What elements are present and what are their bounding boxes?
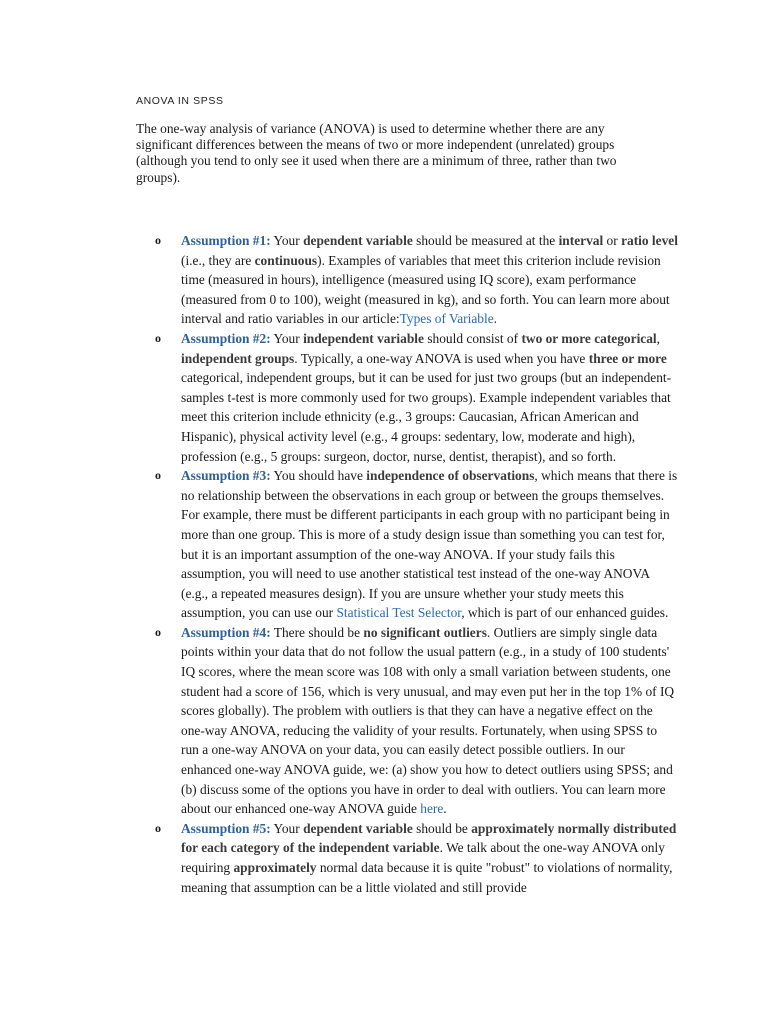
assumption-text: (i.e., they are [181, 252, 255, 268]
assumption-text: There should be [270, 624, 364, 640]
assumption-text: or [603, 233, 622, 248]
assumption-text: categorical, independent groups, but it can be used for just two groups (but an independent-samples t-test is more commonly used for two groups). Example independent variables that meet this criterion include ethnicity (e.g., 3 groups: Caucasian, African American and Hispanic), physical activity level (e.g., 4 groups: sedentary, low, moderate and high), profession (e.g., 5 groups: surgeon, doctor, nurse, dentist, therapist), and so forth. [181, 370, 672, 464]
assumption-bold-term: interval [558, 233, 604, 248]
assumption-bold-term: independence of observations [366, 468, 535, 484]
assumption-text: should consist of [423, 330, 522, 346]
assumption-item-3 [0, 466, 678, 623]
assumption-label: Assumption #4: [181, 624, 271, 640]
assumption-text: . [493, 311, 497, 327]
assumption-text: should be [412, 820, 472, 836]
assumption-text: Your [270, 330, 304, 346]
assumption-label: Assumption #1: [181, 233, 271, 248]
assumption-text: Your [270, 820, 304, 836]
bullet-icon: o [155, 624, 161, 639]
assumption-bold-term: three or more [588, 350, 667, 366]
intro-paragraph: The one-way analysis of variance (ANOVA) is used to determine whether there are any significant differences between the means of two or more independent (unrelated) groups (although you tend to only see it used when there are a minimum of three, rather than two groups). [136, 121, 617, 185]
assumption-label: Assumption #5: [181, 820, 271, 836]
document-heading: ANOVA IN SPSS [136, 95, 224, 107]
assumption-text: ). Examples of variables that meet this criterion include revision time (measured in hours), intelligence (measured using IQ score), exam performance (measured from 0 to 100), weight (measured in kg), and so forth. You can learn more about interval and ratio variables in our article: [181, 252, 670, 327]
assumption-item-1 [0, 231, 678, 329]
assumption-bold-term: approximately [233, 860, 317, 875]
statistical-test-selector-link[interactable]: Statistical Test Selector [336, 605, 462, 621]
bullet-icon: o [155, 820, 161, 835]
assumption-text: , which means that there is no relationship between the observations in each group or between the groups themselves. For example, there must be different participants in each group with no participant being in more than one group. This is more of a study design issue than something you can test for, but it is an important assumption of the one-way ANOVA. If your study fails this assumption, you will need to use another statistical test instead of the one-way ANOVA (e.g., a repeated measures design). If you are unsure whether your study meets this assumption, you can use our [181, 468, 678, 621]
assumption-text: normal data because it is quite "robust" to violations of normality, meaning that assumption can be a little violated and still provide [181, 860, 673, 895]
assumption-text: . [443, 801, 447, 817]
assumption-bold-term: dependent variable [303, 233, 413, 248]
assumption-bold-term: continuous [254, 252, 318, 268]
assumption-label: Assumption #3: [181, 468, 271, 484]
assumption-label: Assumption #2: [181, 330, 271, 346]
assumption-text: . We talk about the one-way ANOVA only requiring [181, 840, 665, 875]
assumption-text: Your [270, 233, 304, 248]
bullet-icon: o [155, 468, 161, 483]
assumption-text: . Typically, a one-way ANOVA is used when you have [294, 350, 589, 366]
assumption-item-5 [0, 819, 678, 897]
assumption-bold-term: dependent variable [303, 820, 413, 836]
enhanced-guide-here-link[interactable]: here [420, 801, 444, 817]
assumption-text: should be measured at the [412, 233, 559, 248]
assumption-text: . Outliers are simply single data points within your data that do not follow the usual pattern (e.g., in a study of 100 students' IQ scores, where the mean score was 108 with only a small variation between students, one student had a score of 156, which is very unusual, and may even put her in the top 1% of IQ scores globally). The problem with outliers is that they can have a negative effect on the one-way ANOVA, reducing the validity of your results. Fortunately, when using SPSS to run a one-way ANOVA on your data, you can easily detect possible outliers. In our enhanced one-way ANOVA guide, we: (a) show you how to detect outliers using SPSS; and (b) discuss some of the options you have in order to deal with outliers. You can learn more about our enhanced one-way ANOVA guide [181, 624, 675, 817]
types-of-variable-link[interactable]: Types of Variable [399, 311, 494, 327]
assumption-text: You should have [270, 468, 367, 484]
assumption-bold-term: approximately normally distributed for each category of the independent variable [181, 820, 677, 856]
bullet-icon: o [155, 330, 161, 345]
assumption-bold-term: ratio level [621, 233, 678, 248]
assumption-bold-term: two or more categorical [521, 330, 657, 346]
assumption-item-4 [0, 623, 678, 819]
assumption-list [0, 231, 678, 897]
assumption-bold-term: independent groups [181, 350, 295, 366]
bullet-icon: o [155, 233, 161, 247]
assumption-bold-term: independent variable [303, 330, 424, 346]
assumption-text: , which is part of our enhanced guides. [461, 605, 669, 621]
assumption-text: , [656, 330, 661, 346]
assumption-item-2 [0, 329, 678, 466]
assumption-bold-term: no significant outliers [363, 624, 487, 640]
